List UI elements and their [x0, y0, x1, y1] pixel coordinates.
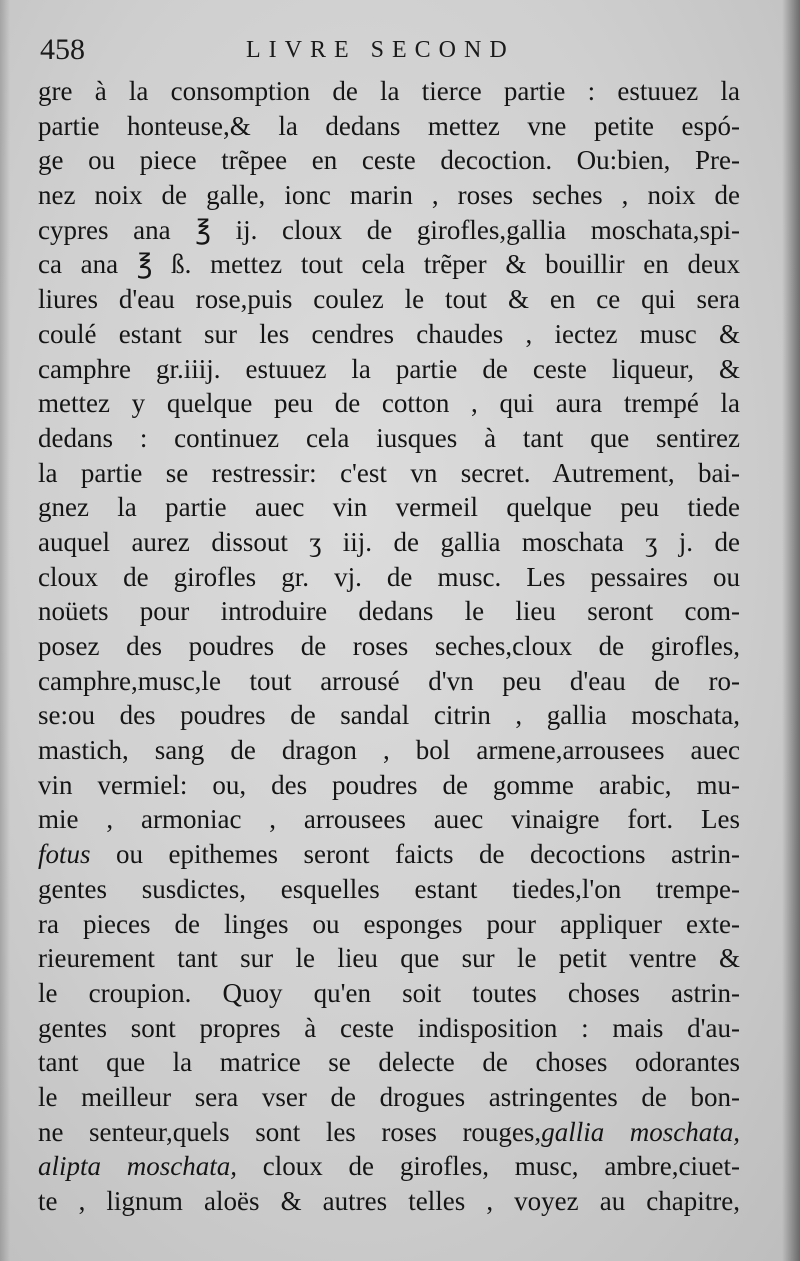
running-head: LIVRE SECOND [246, 37, 515, 63]
text-line: gre à la consomption de la tierce partie : estuuez la [38, 76, 740, 106]
text-line: mastich, sang de dragon , bol armene,arrousees auec [38, 735, 740, 766]
italic-term: fotus [38, 839, 91, 870]
text-line: partie honteuse,& la dedans mettez vne petite espó- [38, 110, 740, 141]
text-line: ra pieces de linges ou esponges pour appliquer exte- [38, 908, 740, 939]
gutter-shadow [0, 0, 10, 1261]
text-line: rieurement tant sur le lieu que sur le petit ventre & [38, 943, 740, 974]
text-line: la partie se restressir: c'est vn secret. Autrement, bai- [38, 457, 740, 488]
text-line: nez noix de galle, ionc marin , roses seches , noix de [38, 180, 740, 211]
text-line: cypres ana ℥ ij. cloux de girofles,gallia moschata,spi- [38, 214, 740, 245]
text-line: ca ana ℥ ß. mettez tout cela trẽper & bouillir en deux [38, 249, 740, 280]
page-number: 458 [40, 33, 85, 66]
text-line: dedans : continuez cela iusques à tant que sentirez [38, 422, 740, 453]
text-line: tant que la matrice se delecte de choses odorantes [38, 1047, 740, 1078]
text-line: cloux de girofles gr. vj. de musc. Les pessaires ou [38, 561, 740, 592]
text-line: liures d'eau rose,puis coulez le tout & en ce qui sera [38, 284, 740, 315]
text-line: mettez y quelque peu de cotton , qui aura trempé la [38, 388, 740, 419]
page-header [36, 30, 776, 70]
text-line: le croupion. Quoy qu'en soit toutes choses astrin- [38, 977, 740, 1008]
text-line [38, 837, 740, 872]
text-line: se:ou des poudres de sandal citrin , gallia moschata, [38, 700, 740, 731]
italic-term: gallia moschata, [541, 1116, 740, 1147]
text-line [38, 1149, 740, 1184]
text-line: coulé estant sur les cendres chaudes , iectez musc & [38, 318, 740, 349]
page-edge-shadow [782, 0, 800, 1261]
text-segment: ou epithemes seront faicts de decoctions astrin- [90, 839, 740, 870]
text-line: gentes susdictes, esquelles estant tiedes,l'on trempe- [38, 873, 740, 904]
text-line: noüets pour introduire dedans le lieu seront com- [38, 596, 740, 627]
italic-term: alipta moschata, [38, 1151, 238, 1182]
text-segment: ne senteur,quels sont les roses rouges, [38, 1116, 542, 1147]
text-line: mie , armoniac , arrousees auec vinaigre fort. Les [38, 804, 740, 835]
text-segment: cloux de girofles, musc, ambre,ciuet- [237, 1151, 740, 1182]
text-line: vin vermiel: ou, des poudres de gomme arabic, mu- [38, 769, 740, 800]
text-line: camphre gr.iiij. estuuez la partie de ceste liqueur, & [38, 353, 740, 384]
text-line: posez des poudres de roses seches,cloux de girofles, [38, 631, 740, 661]
body-text [38, 74, 740, 1219]
text-line: te , lignum aloës & autres telles , voyez au chapitre, [38, 1186, 740, 1216]
text-line: gnez la partie auec vin vermeil quelque peu tiede [38, 492, 740, 523]
text-line: camphre,musc,le tout arrousé d'vn peu d'eau de ro- [38, 665, 740, 696]
text-line [38, 1115, 740, 1150]
text-line: auquel aurez dissout ʒ iij. de gallia moschata ʒ j. de [38, 526, 740, 557]
text-line: le meilleur sera vser de drogues astringentes de bon- [38, 1081, 740, 1112]
text-line: ge ou piece trẽpee en ceste decoction. Ou:bien, Pre- [38, 145, 740, 176]
text-line: gentes sont propres à ceste indisposition : mais d'au- [38, 1012, 740, 1043]
